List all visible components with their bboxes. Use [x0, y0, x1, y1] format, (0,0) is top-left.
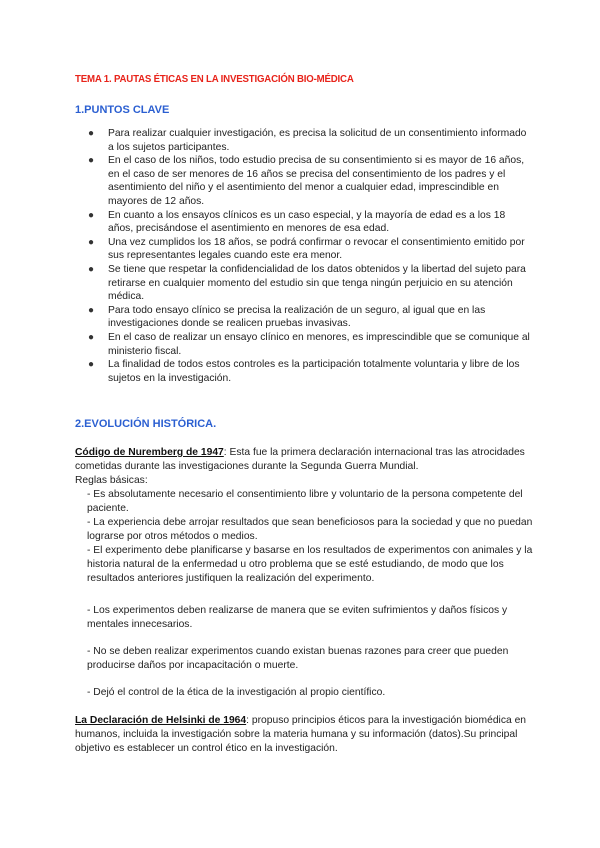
bullet-icon: ● [88, 304, 95, 316]
rule-item: - El experimento debe planificarse y basarse en los resultados de experimentos con animales y la historia natural de la enfermedad u otro problema que se esté estudiando, de modo que los resultados anteriores justifiquen la realización del experimento. [87, 545, 533, 584]
bullet-icon: ● [88, 331, 95, 343]
list-item: ● La finalidad de todos estos controles es la participación totalmente voluntaria y libre de los sujetos en la investigación. [88, 359, 520, 384]
list-item: ● En cuanto a los ensayos clínicos es un caso especial, y la mayoría de edad es a los 18 años, precisándose el asentimiento en menores de esa edad. [88, 209, 506, 235]
bullet-icon: ● [88, 359, 95, 371]
rule-item: - Los experimentos deben realizarse de manera que se eviten sufrimientos y daños físicos y mentales innecesarios. [87, 605, 508, 630]
rule-item: - La experiencia debe arrojar resultados que sean beneficiosos para la sociedad y que no puedan lograrse por otros métodos o medios. [87, 517, 533, 542]
bullet-icon: ● [88, 155, 95, 167]
list-item: ● En el caso de los niños, todo estudio precisa de su consentimiento si es mayor de 16 años, en el caso de ser menores de 16 años se precisa del consentimiento de los padres y el asentimiento del niño y el asentimiento del menor a cualquier edad, imprescindible en mayores de 12 años. [88, 155, 525, 207]
bullet-icon: ● [88, 209, 95, 221]
nuremberg-intro: Código de Nuremberg de 1947: Esta fue la primera declaración internacional tras las atrocidades cometidas durante las investigaciones durante la Segunda Guerra Mundial. [75, 447, 525, 472]
list-item: ● Para realizar cualquier investigación, es precisa la solicitud de un consentimiento informado a los sujetos participantes. [88, 128, 527, 153]
rule-item: - No se deben realizar experimentos cuando existan buenas razones para creer que pueden producirse daños por incapacitación o muerte. [87, 646, 509, 671]
rule-paragraph [75, 604, 537, 632]
helsinki-paragraph: La Declaración de Helsinki de 1964: propuso principios éticos para la investigación biomédica en humanos, incluida la investigación sobre la materia humana y su información (datos).Su principal objetivo es establecer un control ético en la investigación. [75, 715, 527, 754]
section-heading-evolucion-historica: 2.EVOLUCIÓN HISTÓRICA. [75, 418, 217, 430]
bullet-icon: ● [88, 263, 95, 275]
list-item: ● En el caso de realizar un ensayo clínico en menores, es imprescindible que se comunique al ministerio fiscal. [88, 331, 530, 357]
rule-paragraph [75, 686, 537, 700]
list-item: ● Una vez cumplidos los 18 años, se podrá confirmar o revocar el consentimiento emitido por sus representantes legales cuando este era menor. [88, 236, 525, 262]
document-title: TEMA 1. PAUTAS ÉTICAS EN LA INVESTIGACIÓN BIO-MÉDICA [75, 73, 354, 85]
nuremberg-lead: Código de Nuremberg de 1947 [75, 447, 224, 458]
key-points-list [88, 127, 533, 385]
bullet-icon: ● [88, 236, 95, 248]
list-item: ● Para todo ensayo clínico se precisa la realización de un seguro, al igual que en las investigaciones donde se realicen pruebas invasivas. [88, 304, 486, 330]
list-item: ● Se tiene que respetar la confidencialidad de los datos obtenidos y la libertad del sujeto para retirarse en cualquier momento del estudio sin que tenga ningún perjuicio en su atención médica. [88, 263, 526, 303]
bullet-icon: ● [88, 128, 95, 139]
rules-label: Reglas básicas: [75, 475, 148, 486]
rule-paragraph [75, 645, 537, 673]
rule-item: - Es absolutamente necesario el consentimiento libre y voluntario de la persona competente del paciente. [87, 489, 523, 514]
nuremberg-paragraph [75, 446, 537, 586]
helsinki-lead: La Declaración de Helsinki de 1964 [75, 715, 247, 726]
rule-item: - Dejó el control de la ética de la investigación al propio científico. [87, 687, 386, 698]
section-heading-puntos-clave: 1.PUNTOS CLAVE [75, 104, 170, 116]
